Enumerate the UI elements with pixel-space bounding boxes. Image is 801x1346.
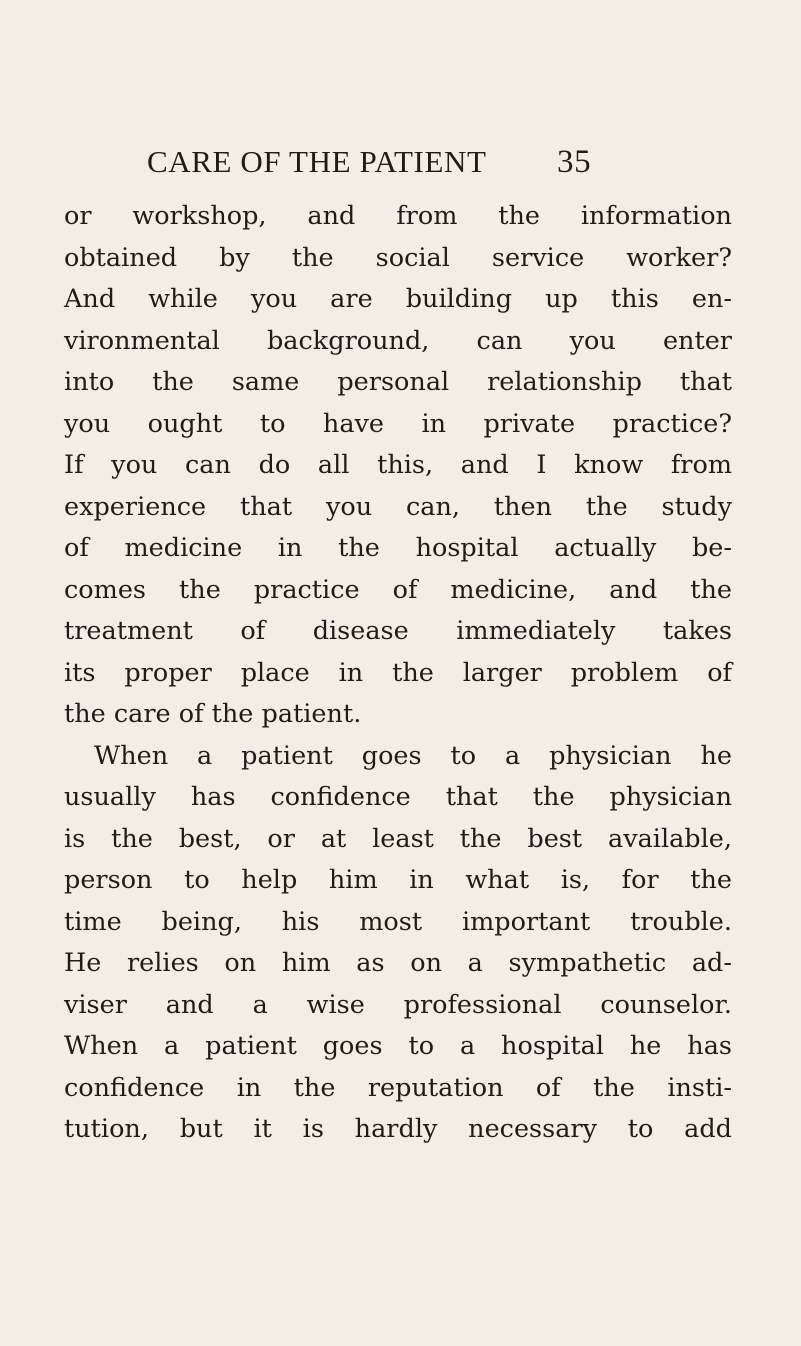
text-line: into the same personal relationship that bbox=[64, 367, 732, 397]
text-line: usually has confidence that the physician bbox=[64, 782, 732, 812]
text-line: When a patient goes to a hospital he has bbox=[64, 1031, 732, 1061]
text-line: time being, his most important trouble. bbox=[64, 906, 732, 937]
text-line: viser and a wise professional counselor. bbox=[64, 989, 732, 1020]
text-line: And while you are building up this en- bbox=[64, 284, 732, 314]
text-line: is the best, or at least the best available, bbox=[64, 823, 732, 854]
text-line: vironmental background, can you enter bbox=[64, 325, 732, 356]
text-line: or workshop, and from the information bbox=[64, 201, 732, 231]
text-line: tution, but it is hardly necessary to add bbox=[64, 1114, 732, 1144]
running-title: CARE OF THE PATIENT bbox=[147, 144, 487, 179]
text-line: the care of the patient. bbox=[64, 699, 362, 729]
text-line: comes the practice of medicine, and the bbox=[64, 574, 732, 605]
text-line: experience that you can, then the study bbox=[64, 491, 732, 522]
text-line: He relies on him as on a sympathetic ad- bbox=[64, 948, 732, 978]
text-line: When a patient goes to a physician he bbox=[94, 740, 732, 771]
text-line: If you can do all this, and I know from bbox=[64, 450, 732, 480]
running-head bbox=[147, 142, 627, 182]
text-line: its proper place in the larger problem of bbox=[64, 657, 732, 688]
page-number: 35 bbox=[557, 144, 592, 180]
text-line: confidence in the reputation of the insti- bbox=[64, 1072, 732, 1103]
text-line: you ought to have in private practice? bbox=[64, 408, 732, 439]
text-line: of medicine in the hospital actually be- bbox=[64, 533, 732, 563]
body-text bbox=[64, 196, 732, 1151]
text-line: treatment of disease immediately takes bbox=[64, 616, 732, 646]
text-line: person to help him in what is, for the bbox=[64, 865, 732, 895]
text-line: obtained by the social service worker? bbox=[64, 242, 732, 273]
